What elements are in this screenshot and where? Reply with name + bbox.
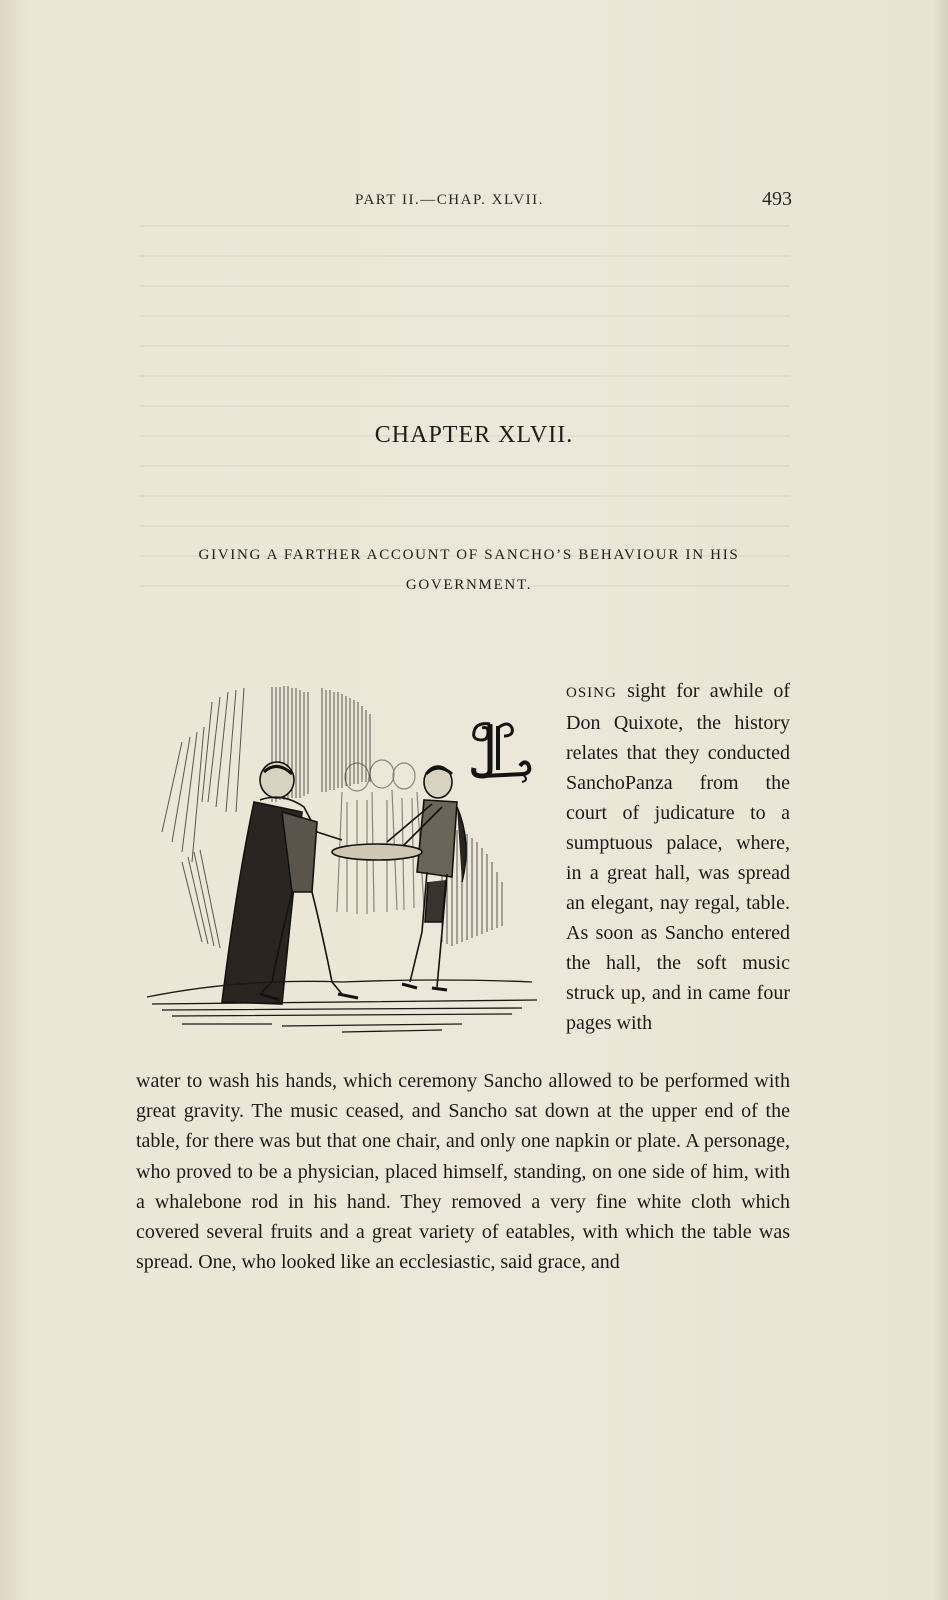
opening-lead-word: OSING — [566, 685, 617, 701]
chapter-title: CHAPTER XLVII. — [374, 422, 574, 448]
body-paragraph: water to wash his hands, which ceremony Sancho allowed to be performed with great gravity. The music ceased, and Sancho sat down at the upper end of the table, for there was but that one chair, and only one napkin or plate. A personage, who proved to be a physician, placed himself, standing, on one side of him, with a whalebone rod in his hand. They removed a very fine white cloth which covered several fruits and a great variety of eatables, with which the table was spread. One, who looked like an ecclesiastic, said grace, and — [136, 1070, 790, 1274]
running-head — [0, 188, 948, 218]
opening-paragraph — [566, 676, 790, 1038]
ornamental-initial-l-icon — [468, 718, 536, 784]
running-title: PART II.—CHAP. XLVII. — [355, 192, 544, 208]
chapter-subtitle: GIVING A FARTHER ACCOUNT OF SANCHO’S BEHAVIOUR IN HIS GOVERNMENT. — [198, 547, 740, 593]
page-number: 493 — [762, 188, 792, 210]
opening-column-text: sight for awhile of Don Quixote, the history relates that they conducted SanchoPanza from the court of judicature to a sumptuous palace, where, in a great hall, was spread an elegant, nay regal, table. As soon as Sancho entered the hall, the soft music struck up, and in came four pages with — [566, 680, 791, 1034]
page-gutter — [934, 0, 948, 1600]
